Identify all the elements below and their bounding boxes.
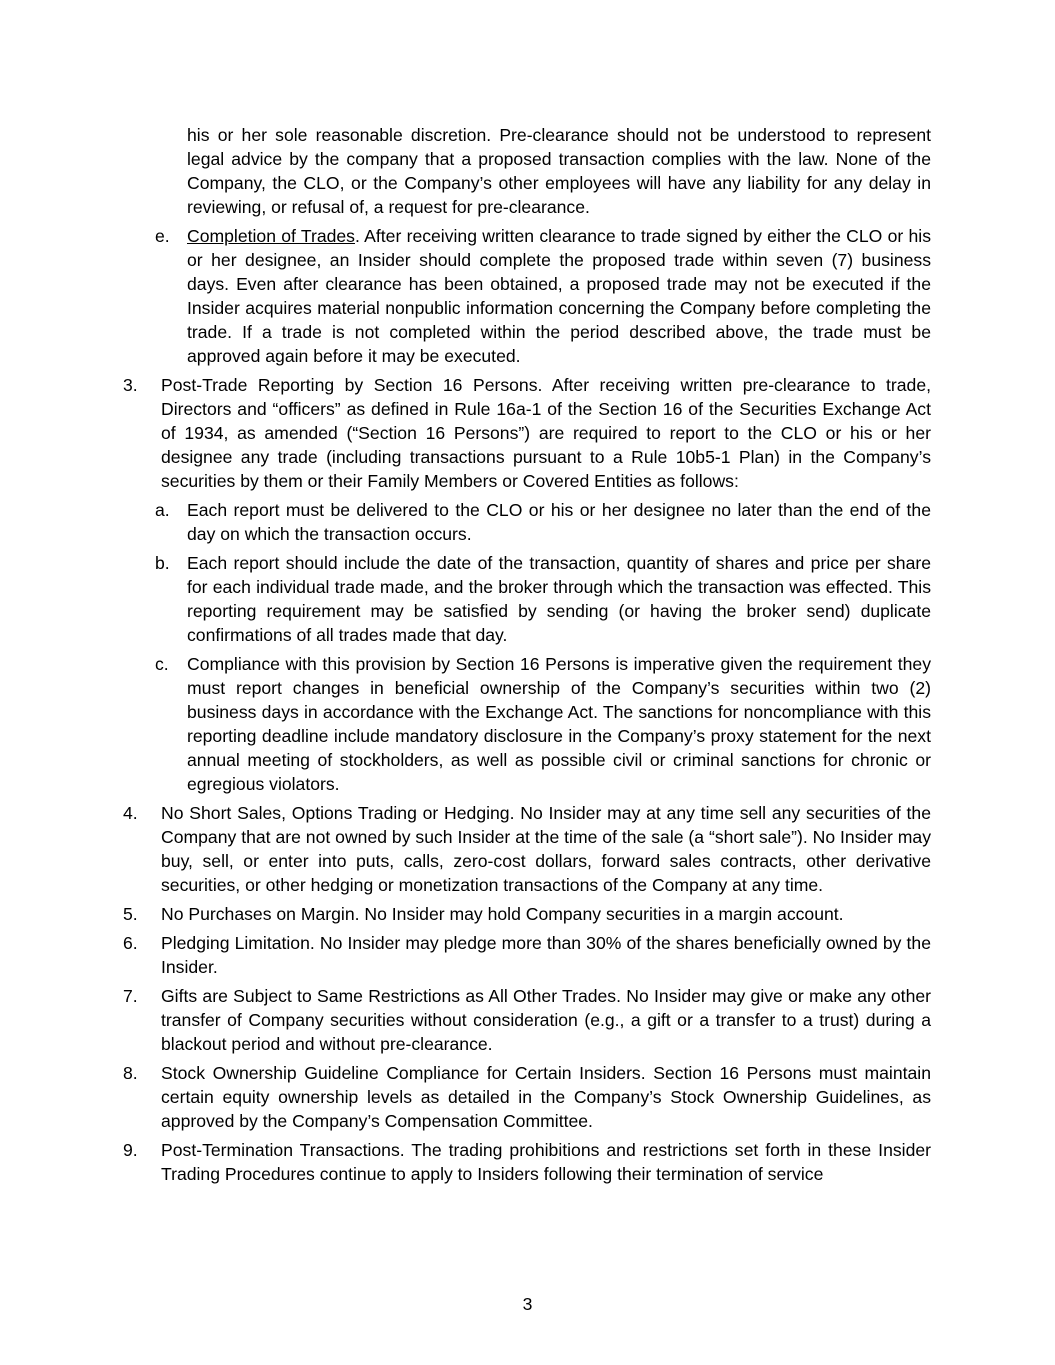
item-3a-text: Each report must be delivered to the CLO or his or her designee no later than the end of the day on which the transaction occurs.	[187, 500, 931, 544]
item-label: 5.	[123, 904, 138, 924]
item-label: 9.	[123, 1140, 138, 1160]
item-label: c.	[155, 654, 169, 674]
item-3b	[155, 551, 931, 647]
item-3	[123, 373, 931, 493]
item-6-text: Pledging Limitation. No Insider may pledge more than 30% of the shares beneficially owned by the Insider.	[161, 933, 931, 977]
page-body	[0, 123, 1055, 1186]
item-3a	[155, 498, 931, 546]
item-4-text: No Short Sales, Options Trading or Hedging. No Insider may at any time sell any securities of the Company that are not owned by such Insider at the time of the sale (a “short sale”). No Insider may buy, sell, or enter into puts, calls, zero-cost dollars, forward sales contracts, other derivative securities, or other hedging or monetization transactions of the Company at any time.	[161, 803, 931, 895]
item-4	[123, 801, 931, 897]
item-3-text: Post-Trade Reporting by Section 16 Persons. After receiving written pre-clearance to trade, Directors and “officers” as defined in Rule 16a-1 of the Section 16 of the Securities Exchange Act of 1934, as amended (“Section 16 Persons”) are required to report to the CLO or his or her designee any trade (including transactions pursuant to a Rule 10b5-1 Plan) in the Company’s securities by them or their Family Members or Covered Entities as follows:	[161, 375, 931, 491]
item-e-heading: Completion of Trades	[187, 226, 355, 246]
page-number: 3	[522, 1294, 533, 1314]
item-3c-text: Compliance with this provision by Section 16 Persons is imperative given the requirement they must report changes in beneficial ownership of the Company’s securities within two (2) business days in accordance with the Exchange Act. The sanctions for noncompliance with this reporting deadline include mandatory disclosure in the Company’s proxy statement for the next annual meeting of stockholders, as well as possible civil or criminal sanctions for chronic or egregious violators.	[187, 654, 931, 794]
item-label: 6.	[123, 933, 138, 953]
item-label: 4.	[123, 803, 138, 823]
item-7-text: Gifts are Subject to Same Restrictions as All Other Trades. No Insider may give or make any other transfer of Company securities without consideration (e.g., a gift or a transfer to a trust) during a blackout period and without pre-clearance.	[161, 986, 931, 1054]
item-7	[123, 984, 931, 1056]
item-e	[155, 224, 931, 368]
item-label: a.	[155, 500, 170, 520]
item-8	[123, 1061, 931, 1133]
continuation-paragraph	[187, 123, 931, 219]
item-3c	[155, 652, 931, 796]
item-9	[123, 1138, 931, 1186]
item-3b-text: Each report should include the date of the transaction, quantity of shares and price per share for each individual trade made, and the broker through which the transaction was effected. This reporting requirement may be satisfied by sending (or having the broker send) duplicate confirmations of all trades made that day.	[187, 553, 931, 645]
item-label: 8.	[123, 1063, 138, 1083]
continuation-text: his or her sole reasonable discretion. Pre-clearance should not be understood to represent legal advice by the company that a proposed transaction complies with the law. None of the Company, the CLO, or the Company’s other employees will have any liability for any delay in reviewing, or refusal of, a request for pre-clearance.	[187, 125, 931, 217]
item-8-text: Stock Ownership Guideline Compliance for Certain Insiders. Section 16 Persons must maintain certain equity ownership levels as detailed in the Company’s Stock Ownership Guidelines, as approved by the Company’s Compensation Committee.	[161, 1063, 931, 1131]
item-label: 7.	[123, 986, 138, 1006]
item-label: 3.	[123, 375, 138, 395]
item-label: b.	[155, 553, 170, 573]
item-label: e.	[155, 226, 170, 246]
item-5	[123, 902, 931, 926]
item-9-text: Post-Termination Transactions. The trading prohibitions and restrictions set forth in these Insider Trading Procedures continue to apply to Insiders following their termination of service	[161, 1140, 931, 1184]
item-6	[123, 931, 931, 979]
item-e-text: . After receiving written clearance to trade signed by either the CLO or his or her designee, an Insider should complete the proposed trade within seven (7) business days. Even after clearance has been obtained, a proposed trade may not be executed if the Insider acquires material nonpublic information concerning the Company before completing the trade. If a trade is not completed within the period described above, the trade must be approved again before it may be executed.	[187, 226, 931, 366]
item-5-text: No Purchases on Margin. No Insider may hold Company securities in a margin account.	[161, 904, 844, 924]
